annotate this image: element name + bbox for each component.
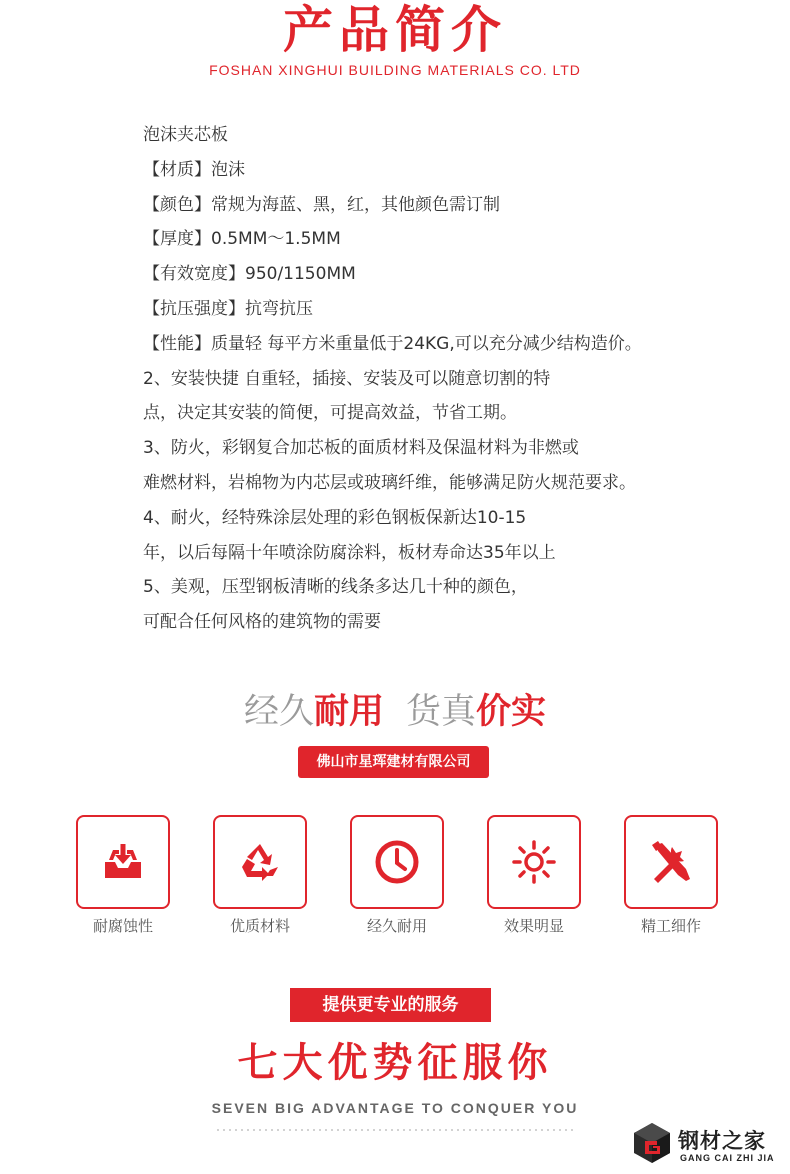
- intro-line: 点，决定其安装的简便，可提高效益，节省工期。: [143, 403, 517, 424]
- feature-icon-box: [487, 815, 581, 909]
- page-title: 产品简介: [283, 1, 507, 59]
- clock-icon: [374, 839, 420, 885]
- feature-icon-box: [76, 815, 170, 909]
- advantages-title: 七大优势征服你: [237, 1039, 553, 1086]
- dotted-divider: [215, 1128, 575, 1132]
- product-intro: [143, 122, 763, 644]
- intro-line: 可配合任何风格的建筑物的需要: [143, 612, 381, 633]
- feature-icon-box: [350, 815, 444, 909]
- feature-item: [624, 815, 718, 936]
- company-badge: 佛山市星珲建材有限公司: [298, 746, 489, 778]
- feature-label: 优质材料: [229, 917, 290, 935]
- intro-line: 4、耐火，经特殊涂层处理的彩色钢板保新达10-15: [143, 507, 527, 528]
- feature-list: [0, 815, 790, 945]
- feature-icon-box: [624, 815, 718, 909]
- intro-line: 【抗压强度】抗弯抗压: [143, 298, 313, 319]
- intro-line: 5、美观，压型钢板清晰的线条多达几十种的颜色，: [143, 577, 528, 598]
- feature-item: [213, 815, 307, 936]
- intro-line: 3、防火，彩钢复合加芯板的面质材料及保温材料为非燃或: [143, 438, 579, 459]
- feature-item: [350, 815, 444, 936]
- cube-logo-icon: [632, 1121, 672, 1165]
- intro-line: 【颜色】常规为海蓝、黑，红，其他颜色需订制: [143, 194, 500, 215]
- watermark-logo: [632, 1121, 782, 1167]
- tray-download-icon: [101, 842, 145, 882]
- intro-line: 【材质】泡沫: [143, 159, 245, 180]
- feature-icon-box: [213, 815, 307, 909]
- slogan-part2-light: 货真: [406, 692, 477, 732]
- slogan-part1-light: 经久: [243, 692, 314, 732]
- company-english-name: FOSHAN XINGHUI BUILDING MATERIALS CO. LTD: [209, 62, 581, 78]
- intro-line: 难燃材料，岩棉物为内芯层或玻璃纤维，能够满足防火规范要求。: [143, 472, 636, 493]
- sun-icon: [511, 839, 557, 885]
- feature-label: 精工细作: [640, 917, 701, 935]
- intro-line: 泡沫夹芯板: [143, 125, 228, 145]
- brand-name: 钢材之家: [678, 1129, 766, 1153]
- intro-line: 年，以后每隔十年喷涂防腐涂料，板材寿命达35年以上: [143, 542, 556, 563]
- slogan-part1-bold: 耐用: [313, 692, 384, 732]
- service-badge: 提供更专业的服务: [290, 988, 491, 1022]
- intro-line: 【有效宽度】950/1150MM: [143, 264, 356, 285]
- intro-line: 【性能】质量轻 每平方米重量低于24KG,可以充分减少结构造价。: [143, 333, 642, 354]
- slogan-part2-bold: 价实: [476, 692, 547, 732]
- feature-item: [76, 815, 170, 936]
- feature-label: 效果明显: [503, 917, 564, 935]
- intro-line: 2、安装快捷 自重轻，插接、安装及可以随意切割的特: [143, 368, 551, 389]
- tools-icon: [648, 839, 694, 885]
- brand-pinyin: GANG CAI ZHI JIA: [680, 1153, 775, 1163]
- recycle-icon: [238, 841, 282, 883]
- advantages-english-title: SEVEN BIG ADVANTAGE TO CONQUER YOU: [211, 1100, 579, 1116]
- feature-label: 经久耐用: [366, 917, 427, 935]
- slogan: [0, 688, 790, 736]
- intro-line: 【厚度】0.5MM～1.5MM: [143, 229, 341, 250]
- feature-label: 耐腐蚀性: [92, 917, 153, 935]
- feature-item: [487, 815, 581, 936]
